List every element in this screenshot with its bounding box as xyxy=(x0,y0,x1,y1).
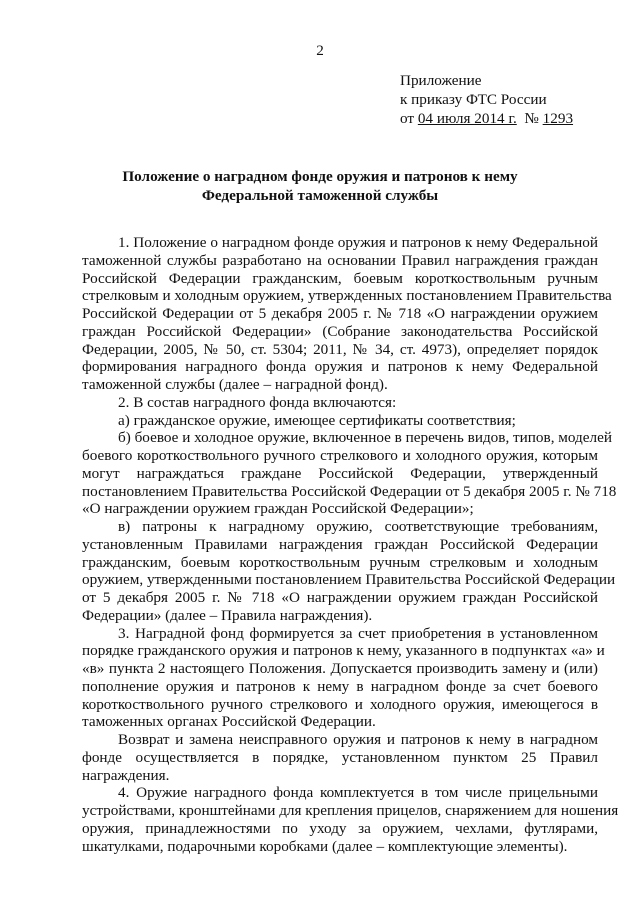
title-line-1: Положение о наградном фонде оружия и патронов к нему xyxy=(122,168,518,185)
text-line: фонде осуществляется в порядке, установленном пунктом 25 Правил xyxy=(82,748,598,766)
text-line: порядке гражданского оружия и патронов к нему, указанного в подпунктах «а» и xyxy=(82,642,605,660)
paragraph xyxy=(82,731,598,784)
number-prefix: № xyxy=(516,110,543,127)
order-date: 04 июля 2014 г. xyxy=(417,110,517,127)
text-line: могут награждаться граждане Российской Федерации, утвержденный xyxy=(82,464,598,482)
page-number: 2 xyxy=(316,42,324,59)
text-line: Возврат и замена неисправного оружия и патронов к нему в наградном xyxy=(118,731,598,748)
text-line: оружия, принадлежностями по уходу за оружием, чехлами, футлярами, xyxy=(82,819,598,837)
text-line: от 5 декабря 2005 г. № 718 «О награждении оружием граждан Российской xyxy=(82,589,598,606)
text-line: стрелковым и холодным оружием, утвержденных постановлением Правительства xyxy=(82,287,612,305)
text-line: Федерации, 2005, № 50, ст. 5304; 2011, № 34, ст. 4973), определяет порядок xyxy=(82,340,598,358)
text-line: таможенной службы разработано на основании Правил награждения граждан xyxy=(82,251,598,269)
text-line: «в» пункта 2 настоящего Положения. Допускается производить замену и (или) xyxy=(82,660,598,677)
text-line: «О награждении оружием граждан Российской Федерации»; xyxy=(82,500,474,518)
text-line: гражданским, боевым короткоствольным ручным стрелковым и холодным xyxy=(82,553,598,571)
text-line: Федерации» (далее – Правила награждения). xyxy=(82,606,373,624)
paragraph xyxy=(82,394,598,412)
appendix-order-ref: к приказу ФТС России xyxy=(400,91,547,108)
text-line: оружием, утвержденными постановлением Правительства Российской Федерации xyxy=(82,571,616,589)
text-line: 4. Оружие наградного фонда комплектуется в том числе прицельными xyxy=(118,784,598,802)
paragraph xyxy=(82,518,616,625)
document-title xyxy=(0,168,640,205)
text-line: устройствами, кронштейнами для крепления прицелов, снаряжением для ношения xyxy=(82,802,619,819)
text-line: б) боевое и холодное оружие, включенное в перечень видов, типов, моделей xyxy=(118,429,612,447)
text-line: пополнение оружия и патронов к нему в наградном фонде за счет боевого xyxy=(82,677,598,695)
text-line: шкатулками, подарочными коробками (далее – комплектующие элементы). xyxy=(82,837,568,855)
document-body xyxy=(82,234,619,855)
text-line: 2. В состав наградного фонда включаются: xyxy=(118,393,397,411)
text-line: короткоствольного ручного стрелкового и холодного оружия, имеющегося в xyxy=(82,695,598,713)
text-line: установленным Правилами награждения граждан Российской Федерации xyxy=(82,535,598,553)
appendix-date-line xyxy=(400,109,573,128)
paragraph xyxy=(82,784,619,855)
paragraph xyxy=(82,234,612,394)
text-line: в) патроны к наградному оружию, соответствующие требованиям, xyxy=(118,518,598,535)
text-line: формирования наградного фонда оружия и патронов к нему Федеральной xyxy=(82,358,598,376)
paragraph xyxy=(82,624,605,732)
paragraph xyxy=(82,412,598,430)
text-line: а) гражданское оружие, имеющее сертификаты соответствия; xyxy=(118,411,516,429)
text-line: боевого короткоствольного ручного стрелкового и холодного оружия, которым xyxy=(82,447,598,464)
text-line: постановлением Правительства Российской Федерации от 5 декабря 2005 г. № 718 xyxy=(82,482,617,500)
text-line: таможенных органах Российской Федерации. xyxy=(82,713,376,731)
order-number: 1293 xyxy=(542,110,574,127)
text-line: 1. Положение о наградном фонде оружия и патронов к нему Федеральной xyxy=(118,234,598,251)
text-line: граждан Российской Федерации» (Собрание законодательства Российской xyxy=(82,322,598,340)
date-prefix: от xyxy=(400,110,418,127)
text-line: 3. Наградной фонд формируется за счет приобретения в установленном xyxy=(118,624,598,642)
title-line-2: Федеральной таможенной службы xyxy=(201,186,439,204)
appendix-block xyxy=(400,71,573,128)
text-line: Российской Федерации от 5 декабря 2005 г. № 718 «О награждении оружием xyxy=(82,305,598,322)
text-line: таможенной службы (далее – наградной фонд). xyxy=(82,376,388,393)
text-line: награждения. xyxy=(82,766,170,784)
text-line: Российской Федерации гражданским, боевым короткоствольным ручным xyxy=(82,269,598,287)
paragraph xyxy=(82,429,617,518)
appendix-label: Приложение xyxy=(400,72,482,89)
